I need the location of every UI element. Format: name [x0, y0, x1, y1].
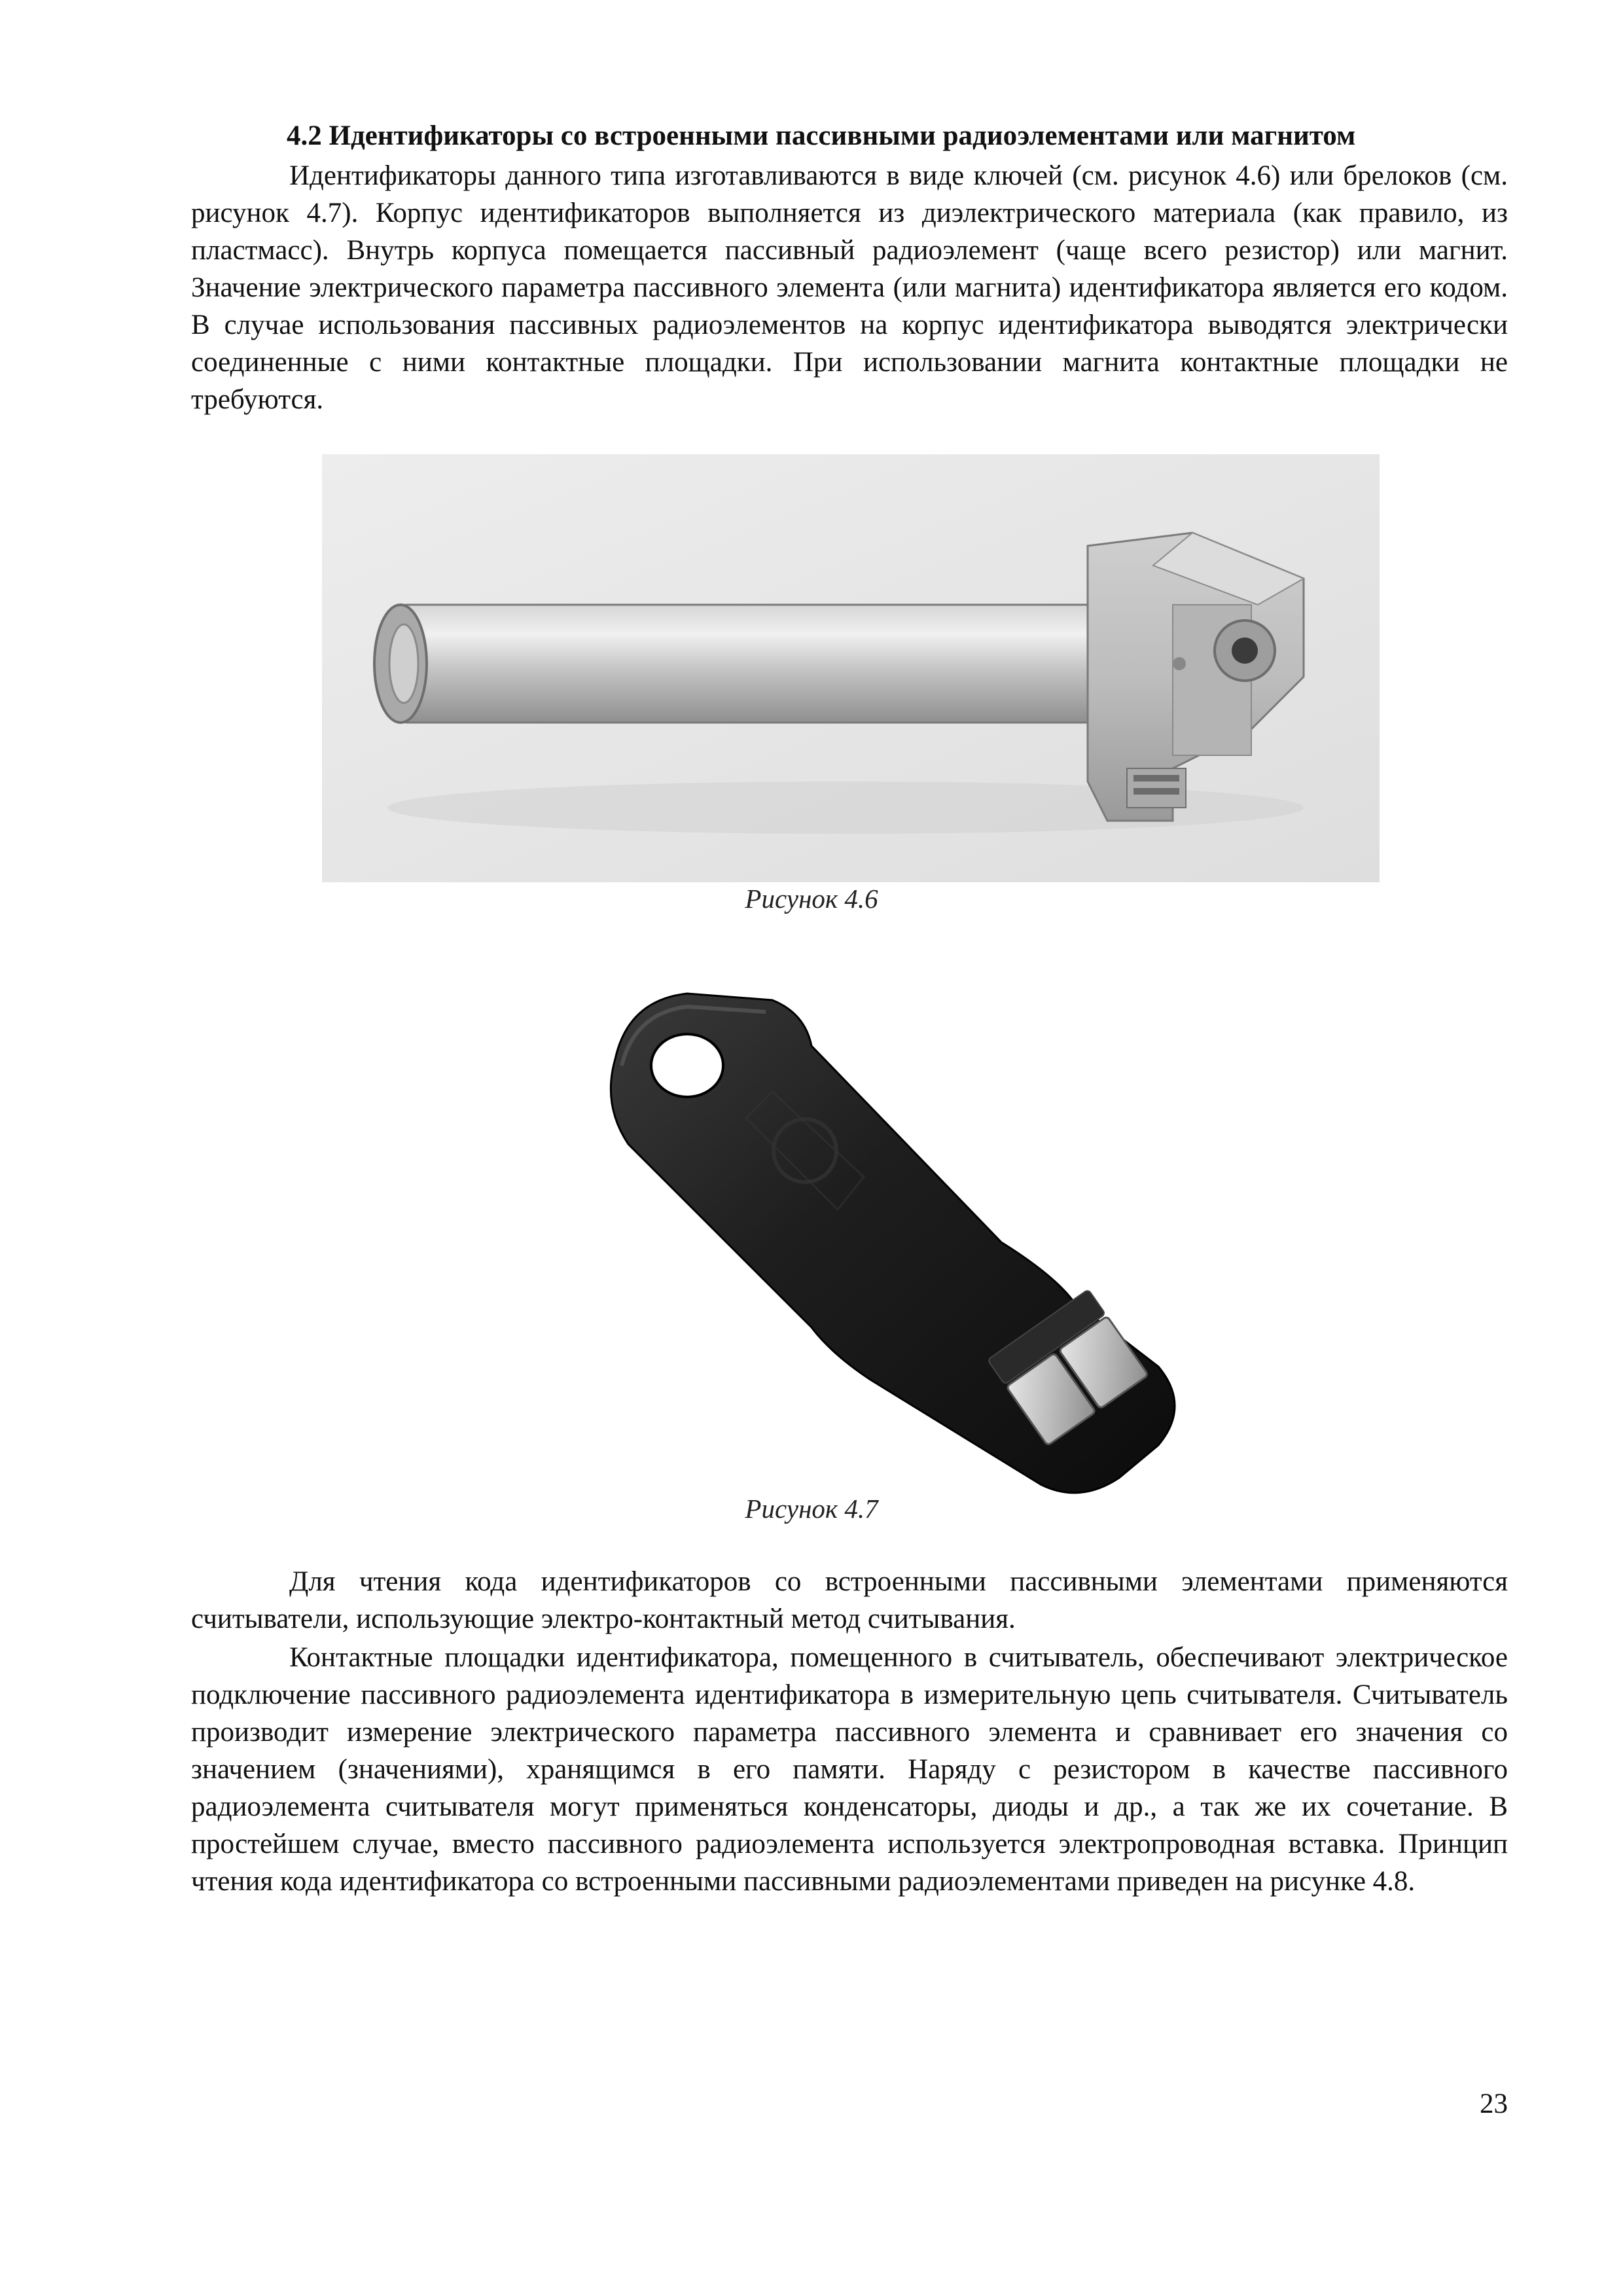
figure-key-identifier — [322, 454, 1380, 882]
key-identifier-photo — [322, 454, 1380, 882]
figure-4-7-caption: Рисунок 4.7 — [745, 1494, 878, 1524]
paragraph-reading: Для чтения кода идентификаторов со встроенными пассивными элементами применяются считыватели, использующие электро-контактный метод считывания. — [191, 1566, 1508, 1634]
figure-4-6-caption: Рисунок 4.6 — [745, 884, 878, 914]
figure-fob-identifier — [556, 961, 1178, 1511]
page-number: 23 — [1480, 2089, 1508, 2119]
paragraph-intro: Идентификаторы данного типа изготавливаются в виде ключей (см. рисунок 4.6) или брелоков (см. рисунок 4.7). Корпус идентификаторов выполняется из диэлектрического материала (как правило, из пластмасс). Внутрь корпуса помещается пассивный радиоэлемент (чаще всего резистор) или магнит. Значение электрического параметра пассивного элемента (или магнита) идентификатора является его кодом. В случае использования пассивных радиоэлементов на корпус идентификатора выводятся электрически соединенные с ними контактные площадки. При использовании магнита контактные площадки не требуются. — [191, 160, 1508, 415]
section-heading: 4.2 Идентификаторы со встроенными пассивными радиоэлементами или магнитом — [287, 120, 1356, 151]
paragraph-contacts: Контактные площадки идентификатора, помещенного в считыватель, обеспечивают электрическое подключение пассивного радиоэлемента идентификатора в измерительную цепь считывателя. Считыватель производит измерение электрического параметра пассивного элемента и сравнивает его значения со значением (значениями), хранящимся в его памяти. Наряду с резистором в качестве пассивного радиоэлемента считывателя могут применяться конденсаторы, диоды и др., а так же их сочетание. В простейшем случае, вместо пассивного радиоэлемента используется электропроводная вставка. Принцип чтения кода идентификатора со встроенными пассивными радиоэлементами приведен на рисунке 4.8. — [191, 1642, 1508, 1897]
fob-identifier-photo — [556, 961, 1178, 1511]
